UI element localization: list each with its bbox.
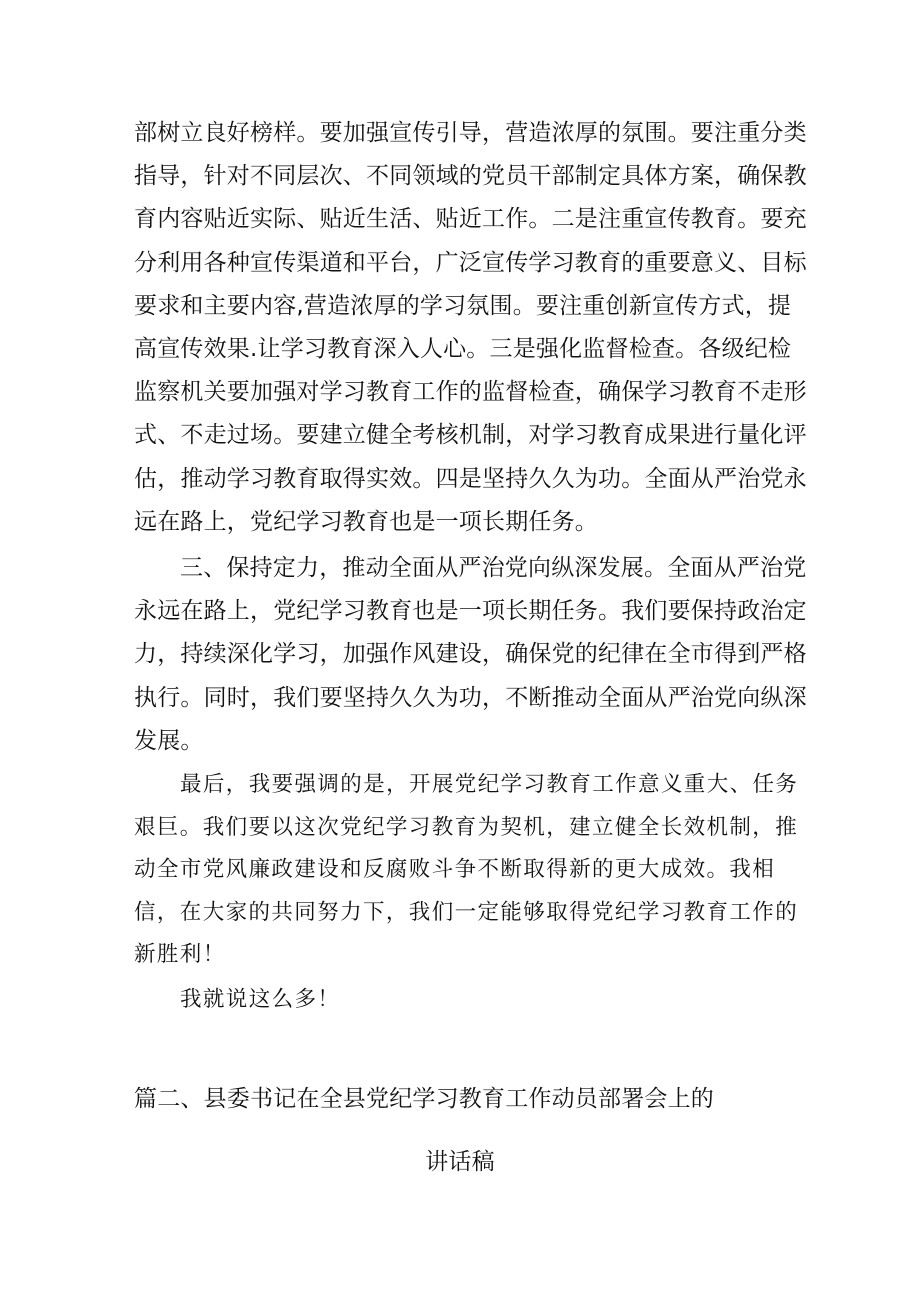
closing-paragraph: 最后，我要强调的是，开展党纪学习教育工作意义重大、任务艰巨。我们要以这次党纪学习教育为契机，建立健全长效机制，推动全市党风廉政建设和反腐败斗争不断取得新的更大成效。我相信，在大家的共同努力下，我们一定能够取得党纪学习教育工作的新胜利！ — [134, 772, 799, 968]
closing-remark: 我就说这么多！ — [180, 987, 341, 1012]
body-paragraph-section-three: 三、保持定力，推动全面从严治党向纵深发展。全面从严治党永远在路上，党纪学习教育也是一项长期任务。我们要保持政治定力，持续深化学习，加强作风建设，确保党的纪律在全市得到严格执行。同时，我们要坚持久久为功，不断推动全面从严治党向纵深发展。 — [134, 555, 807, 754]
section-heading-line-1: 篇二、县委书记在全县党纪学习教育工作动员部署会上的 — [134, 1086, 714, 1112]
section-heading-line-2: 讲话稿 — [425, 1149, 495, 1175]
body-paragraph: 部树立良好榜样。要加强宣传引导，营造浓厚的氛围。要注重分类指导，针对不同层次、不同领域的党员干部制定具体方案，确保教育内容贴近实际、贴近生活、贴近工作。二是注重宣传教育。要充分利用各种宣传渠道和平台，广泛宣传学习教育的重要意义、目标要求和主要内容,营造浓厚的学习氛围。要注重创新宣传方式，提高宣传效果.让学习教育深入人心。三是强化监督检查。各级纪检监察机关要加强对学习教育工作的监督检查，确保学习教育不走形式、不走过场。要建立健全考核机制，对学习教育成果进行量化评估，推动学习教育取得实效。四是坚持久久为功。全面从严治党永远在路上，党纪学习教育也是一项长期任务。 — [134, 120, 807, 535]
